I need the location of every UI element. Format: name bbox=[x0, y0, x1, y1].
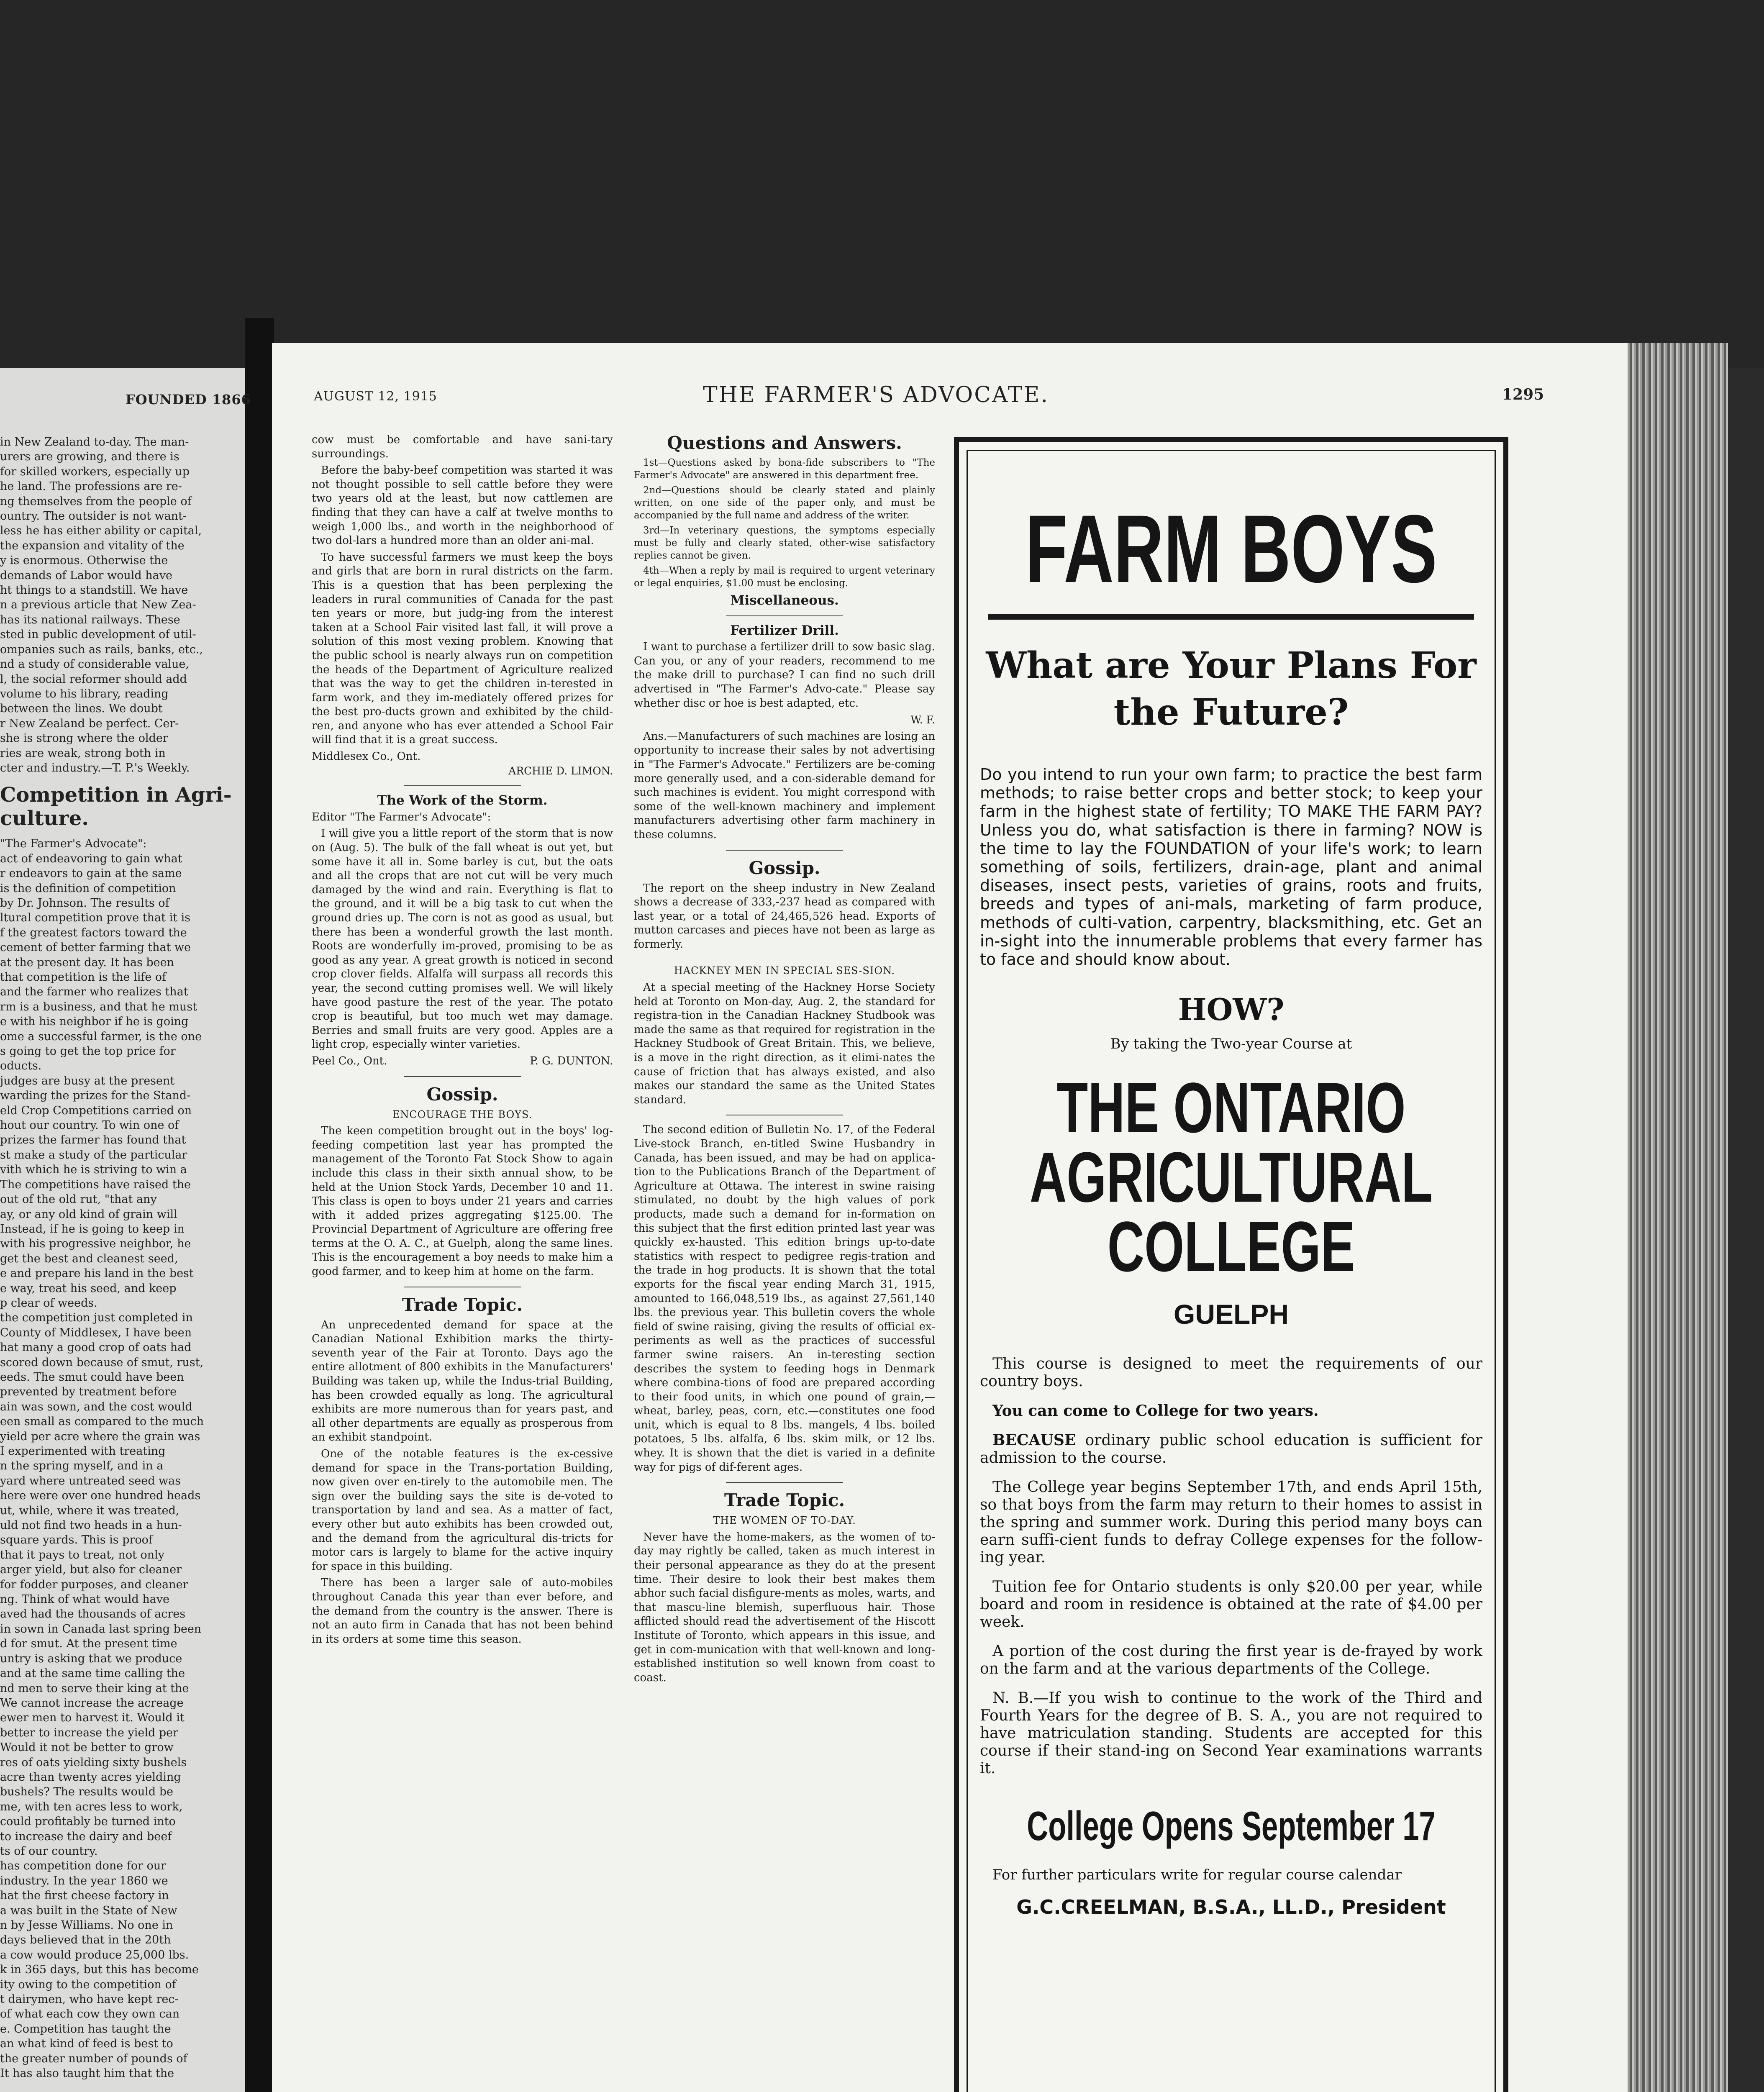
storm-place: Peel Co., Ont. bbox=[312, 1054, 387, 1067]
divider bbox=[404, 785, 521, 786]
left-page-line: f the greatest factors toward the bbox=[0, 926, 187, 939]
storm-byline bbox=[312, 1054, 613, 1069]
issue-date: AUGUST 12, 1915 bbox=[314, 389, 437, 404]
left-page-line: d for smut. At the present time bbox=[0, 1637, 177, 1651]
left-page-line: urers are growing, and there is bbox=[0, 450, 179, 464]
ad-president: G.C.CREELMAN, B.S.A., LL.D., President bbox=[1016, 1896, 1446, 1919]
article-paragraph: To have successful farmers we must keep the boys and girls that are born in rural districts on the farm. This is a question that has been perplexing the leaders in rural communities of Canada for the past ten years or more, but judg-ing from the interest taken at a School Fair visited last fall, it will prove a solution of this most vexing problem. Knowing that the public school is nearly always run on competition the heads of the Department of Agriculture realized that was the way to get the children in-terested in farm work, and they im-mediately offered prizes for the best pro-ducts grown and exhibited by the child-ren, and anyone who has ever attended a School Fair will find that it is a great success. bbox=[312, 551, 613, 746]
ad-nb: N. B.—If you wish to continue to the work of the Third and Fourth Years for the degree of B. S. A., you are not required to have matriculation standing. Students are accepted for this course if their stand-ing on Second Year examinations warrants it. bbox=[980, 1689, 1482, 1777]
left-page-line: cement of better farming that we bbox=[0, 941, 191, 954]
left-page-line: e way, treat his seed, and keep bbox=[0, 1282, 177, 1295]
left-page-line: for fodder purposes, and cleaner bbox=[0, 1578, 188, 1591]
left-page-line: r endeavors to gain at the same bbox=[0, 867, 182, 880]
left-page-line: by Dr. Johnson. The results of bbox=[0, 896, 169, 910]
qa-rule: 1st—Questions asked by bona-fide subscribers to "The Farmer's Advocate" are answered in this department free. bbox=[634, 457, 935, 481]
left-page-line: industry. In the year 1860 we bbox=[0, 1874, 168, 1887]
left-page-line: scored down because of smut, rust, bbox=[0, 1356, 204, 1369]
left-page-line: I experimented with treating bbox=[0, 1445, 166, 1458]
left-page-line: County of Middlesex, I have been bbox=[0, 1326, 192, 1339]
left-page-line: ht things to a standstill. We have bbox=[0, 584, 188, 597]
page-edges bbox=[1628, 343, 1728, 2092]
divider bbox=[726, 1482, 843, 1483]
left-page-line: demands of Labor would have bbox=[0, 569, 172, 582]
left-page-line: ain was sown, and the cost would bbox=[0, 1400, 192, 1413]
left-page-line: oducts. bbox=[0, 1059, 42, 1073]
left-page-line: get the best and cleanest seed, bbox=[0, 1252, 178, 1265]
left-page-line: to increase the dairy and beef bbox=[0, 1830, 172, 1843]
left-page-line: has competition done for our bbox=[0, 1859, 167, 1873]
left-page-line: could profitably be turned into bbox=[0, 1815, 176, 1828]
left-page-line: st make a study of the particular bbox=[0, 1148, 187, 1161]
ad-designed: This course is designed to meet the requirements of our country boys. bbox=[980, 1355, 1482, 1390]
ad-further: For further particulars write for regular course calendar bbox=[992, 1866, 1402, 1884]
ad-taking: By taking the Two-year Course at bbox=[1110, 1036, 1352, 1053]
ad-college-opens: College Opens September 17 bbox=[1027, 1803, 1436, 1849]
trade-topic-paragraph: One of the notable features is the ex-cessive demand for space in the Trans-portation Building, now given over en-tirely to the automobile men. The sign over the building says the site is de-voted to transportation by land and sea. As a matter of fact, every other but auto exhibits has been crowded out, and the demand from the agricultural dis-tricts for motor cars is largely to blame for the active inquiry for space in this building. bbox=[312, 1448, 613, 1573]
left-page-line: e with his neighbor if he is going bbox=[0, 1015, 189, 1028]
left-page-line: ries are weak, strong both in bbox=[0, 746, 166, 760]
ad-intro: Do you intend to run your own farm; to practice the best farm methods; to raise better crops and better stock; to keep your farm in the highest state of fertility; TO MAKE THE FARM PAY? Unless you do, what satisfaction is there in farming? NOW is the time to lay the FOUNDATION of your life's work; to learn something of soils, fertilizers, drain-age, plant and animal diseases, insect pests, varieties of grains, roots and fruits, breeds and types of ani-mals, marketing of farm produce, methods of culti-vation, carpentry, blacksmithing, etc. Get an in-sight into the innumerable problems that every farmer has to face and should know about. bbox=[980, 765, 1482, 969]
college-name-line-1: THE ONTARIO bbox=[1056, 1068, 1406, 1148]
drill-signature: W. F. bbox=[910, 714, 935, 726]
left-page-line: Would it not be better to grow bbox=[0, 1741, 174, 1754]
left-page-line: ountry. The outsider is not want- bbox=[0, 510, 187, 523]
divider bbox=[404, 1076, 521, 1077]
left-page-line: untry is asking that we produce bbox=[0, 1652, 182, 1665]
left-page-line: ity owing to the competition of bbox=[0, 1978, 176, 1991]
trade-topic-title: Trade Topic. bbox=[724, 1490, 845, 1511]
left-page-column bbox=[0, 435, 238, 2081]
left-page-line: ng. Think of what would have bbox=[0, 1593, 170, 1606]
left-page-line: a cow would produce 25,000 lbs. bbox=[0, 1948, 189, 1961]
left-page-line: ome a successful farmer, is the one bbox=[0, 1030, 202, 1043]
left-page-line: yard where untreated seed was bbox=[0, 1474, 181, 1487]
gossip-title: Gossip. bbox=[749, 857, 820, 878]
divider bbox=[726, 615, 843, 616]
left-page-line: has its national railways. These bbox=[0, 613, 180, 626]
left-page-line: square yards. This is proof bbox=[0, 1533, 153, 1547]
left-page-line: an what kind of feed is best to bbox=[0, 2037, 173, 2051]
article-signature: ARCHIE D. LIMON. bbox=[508, 764, 613, 777]
storm-signature: P. G. DUNTON. bbox=[530, 1054, 613, 1067]
left-page-line: eeds. The smut could have been bbox=[0, 1370, 184, 1384]
ad-question: What are Your Plans For the Future? bbox=[986, 644, 1477, 733]
left-page-line: hout our country. To win one of bbox=[0, 1119, 179, 1132]
left-page-line: with his progressive neighbor, he bbox=[0, 1237, 191, 1251]
left-page-line: cter and industry.—T. P.'s Weekly. bbox=[0, 761, 190, 774]
left-page-line: n a previous article that New Zea- bbox=[0, 598, 196, 612]
drill-title: Fertilizer Drill. bbox=[730, 623, 839, 638]
because-rest: ordinary public school education is sufficient for admission to the course. bbox=[980, 1432, 1482, 1467]
left-page-line: nd a study of considerable value, bbox=[0, 658, 189, 671]
left-page-line: judges are busy at the present bbox=[0, 1074, 175, 1087]
trade-topic-paragraph: An unprecedented demand for space at the Canadian National Exhibition marks the thirty-seventh year of the Fair at Toronto. Days ago the entire allotment of 800 exhibits in the Manufacturers' Building was taken up, while the Indus-trial Building, has been crowded equally as long. The agricultural exhibits are more numerous than for years past, and all other departments are equally as prosperous from an exhibit standpoint. bbox=[312, 1318, 613, 1444]
gossip-body: The report on the sheep industry in New Zealand shows a decrease of 333,-237 head as compared with last year, or a total of 24,465,526 head. Exports of mutton carcases and pieces have not been as large as formerly. bbox=[634, 882, 935, 951]
left-page-line: nd men to serve their king at the bbox=[0, 1682, 189, 1695]
left-page-line: Instead, if he is going to keep in bbox=[0, 1222, 185, 1236]
left-page-line: t dairymen, who have kept rec- bbox=[0, 1993, 179, 2006]
left-page-article-top bbox=[0, 435, 238, 775]
left-page-line: y is enormous. Otherwise the bbox=[0, 554, 168, 567]
left-page-line: ay, or any old kind of grain will bbox=[0, 1208, 177, 1221]
hackney-title: HACKNEY MEN IN SPECIAL SES-SION. bbox=[674, 965, 895, 977]
left-page-line: of what each cow they own can bbox=[0, 2007, 180, 2021]
ad-tuition: Tuition fee for Ontario students is only $20.00 per year, while board and room in residence is obtained at the rate of $4.00 per week. bbox=[980, 1578, 1482, 1631]
trade-topic-paragraph: There has been a larger sale of auto-mobiles throughout Canada this year than ever before, and the demand from the country is the answer. There is not an auto firm in Canada that has not been behind in its orders at some time this season. bbox=[312, 1577, 613, 1646]
left-page-line: prevented by treatment before bbox=[0, 1385, 177, 1399]
left-page-line: out of the old rut, "that any bbox=[0, 1193, 157, 1206]
left-page-line: at the present day. It has been bbox=[0, 956, 174, 969]
left-page-line: between the lines. We doubt bbox=[0, 702, 163, 715]
left-page-line: days believed that in the 20th bbox=[0, 1933, 171, 1947]
divider bbox=[726, 850, 843, 851]
column-2 bbox=[634, 433, 935, 1687]
ad-headline: FARM BOYS bbox=[1025, 495, 1437, 602]
left-page-line: ompanies such as rails, banks, etc., bbox=[0, 643, 203, 656]
left-page-line: the greater number of pounds of bbox=[0, 2052, 187, 2065]
college-name-line-3: COLLEGE bbox=[1107, 1207, 1355, 1287]
left-page-line: res of oats yielding sixty bushels bbox=[0, 1756, 187, 1769]
left-page-line: l, the social reformer should add bbox=[0, 672, 187, 686]
storm-body: I will give you a little report of the storm that is now on (Aug. 5). The bulk of the fall wheat is out yet, but some have it all in. Some barley is cut, but the oats and all the crops that are not cut will be very much damaged by the wind and rain. Everything is flat to the ground, and it will be a big task to cut when the ground dries up. The corn is not as good as usual, but there has been a wonderful growth the last month. Roots are wonderfully im-proved, promising to be as good as any year. A great growth is noticed in second crop clover fields. Alfalfa will surpass all records this year, the second cutting promises well. We will likely have good pasture the rest of the year. The potato crop is beautiful, but too much wet may damage. Berries and small fruits are very good. Apples are a light crop, especially winter varieties. bbox=[312, 827, 613, 1051]
misc-title: Miscellaneous. bbox=[730, 593, 839, 608]
left-page-line: hat the first cheese factory in bbox=[0, 1889, 169, 1902]
storm-title: The Work of the Storm. bbox=[377, 793, 548, 808]
left-page-line: yield per acre where the grain was bbox=[0, 1430, 200, 1443]
left-page-line: n by Jesse Williams. No one in bbox=[0, 1919, 173, 1932]
left-page-line: volume to his library, reading bbox=[0, 687, 169, 700]
left-page-line: eld Crop Competitions carried on bbox=[0, 1104, 192, 1117]
left-page-line: he land. The professions are re- bbox=[0, 480, 182, 493]
college-advertisement bbox=[954, 437, 1508, 2092]
college-name-line-2: AGRICULTURAL bbox=[1029, 1138, 1433, 1218]
ad-heavy-rule bbox=[988, 614, 1474, 620]
left-page-line: acre than twenty acres yielding bbox=[0, 1770, 181, 1784]
left-page-line: that competition is the life of bbox=[0, 971, 167, 984]
left-page-line: rm is a business, and that he must bbox=[0, 1000, 197, 1013]
ad-portion: A portion of the cost during the first year is de-frayed by work on the farm and at the various departments of the College. bbox=[980, 1643, 1482, 1678]
left-page-line: hat many a good crop of oats had bbox=[0, 1341, 192, 1354]
column-1 bbox=[312, 433, 613, 1649]
left-page-line: and at the same time calling the bbox=[0, 1667, 185, 1680]
trade-topic-body: Never have the home-makers, as the women of to-day may rightly be called, taken as much interest in their personal appearance as they do at the present time. Their desire to look their best makes them abhor such facial disfigure-ments as moles, warts, and that mascu-line blemish, superfluous hair. Those afflicted should read the advertisement of the Hiscott Institute of Toronto, which appears in this issue, and get in com-munication with that well-known and long-established institution so well known from coast to coast. bbox=[634, 1531, 935, 1684]
left-page-line: less he has either ability or capital, bbox=[0, 524, 202, 538]
left-page-header: FOUNDED 1866 bbox=[126, 392, 251, 408]
left-page-line: e and prepare his land in the best bbox=[0, 1267, 194, 1280]
left-page-line: een small as compared to the much bbox=[0, 1415, 204, 1428]
because-word: BECAUSE bbox=[992, 1431, 1076, 1449]
hackney-body: At a special meeting of the Hackney Horse Society held at Toronto on Mon-day, Aug. 2, the standard for registra-tion in the Canadian Hackney Studbook was made the same as that required for registration in the Hackney Studbook of Great Britain. This, we believe, is a move in the right direction, as it elimi-nates the cause of friction that has always existed, and also makes our standard the same as the United States standard. bbox=[634, 981, 935, 1106]
left-page-line: the expansion and vitality of the bbox=[0, 539, 185, 552]
left-page-line: p clear of weeds. bbox=[0, 1296, 97, 1310]
left-page-line: me, with ten acres less to work, bbox=[0, 1800, 183, 1813]
gossip-body: The keen competition brought out in the boys' log-feeding competition last year has prompted the management of the Toronto Fat Stock Show to again include this class in their sixth annual show, to be held at the Union Stock Yards, December 10 and 11. This class is open to boys under 21 years and carries with it added prizes aggregating $125.00. The Provincial Department of Agriculture are offering free terms at the O. A. C., at Guelph, along the same lines. This is the encouragement a boy needs to make him a good farmer, and to keep him at home on the farm. bbox=[312, 1125, 613, 1278]
left-page-line: warding the prizes for the Stand- bbox=[0, 1089, 191, 1102]
left-page-line: e. Competition has taught the bbox=[0, 2022, 171, 2036]
qa-rule: 2nd—Questions should be clearly stated and plainly written, on one side of the paper only, and must be accompanied by the full name and address of the writer. bbox=[634, 485, 935, 521]
book-gutter bbox=[245, 318, 274, 2092]
ad-how: HOW? bbox=[1178, 992, 1285, 1028]
article-place: Middlesex Co., Ont. bbox=[312, 750, 421, 763]
left-page-line: arger yield, but also for cleaner bbox=[0, 1563, 182, 1577]
left-page-line: that it pays to treat, not only bbox=[0, 1548, 165, 1561]
left-page-line: It has also taught him that the bbox=[0, 2067, 174, 2080]
qa-rules bbox=[634, 456, 935, 590]
drill-answer: Ans.—Manufacturers of such machines are losing an opportunity to increase their sales by not advertising in "The Farmer's Advocate." Fertilizers are be-coming more generally used, and a con-siderable demand for such machines is evident. You might correspond with some of the well-known machinery and implement manufacturers advertising other farm machinery in these columns. bbox=[634, 730, 935, 841]
left-page-line: prizes the farmer has found that bbox=[0, 1133, 186, 1147]
left-page-line: n the spring myself, and in a bbox=[0, 1459, 164, 1473]
article-paragraph: cow must be comfortable and have sani-tary surroundings. bbox=[312, 433, 613, 460]
gossip-title: Gossip. bbox=[426, 1084, 498, 1105]
left-page-line: ut, while, where it was treated, bbox=[0, 1504, 179, 1517]
trade-topic-subtitle: THE WOMEN OF TO-DAY. bbox=[713, 1515, 856, 1527]
left-page-line: a was built in the State of New bbox=[0, 1904, 177, 1917]
left-page-line: sted in public development of util- bbox=[0, 628, 196, 641]
bulletin-body: The second edition of Bulletin No. 17, of the Federal Live-stock Branch, en-titled Swine Husbandry in Canada, has been issued, and may be had on applica-tion to the Publications Branch of the Department of Agriculture at Ottawa. The interest in swine raising stimulated, no doubt by the high values of pork products, made such a demand for in-formation on this subject that the first edition printed last year was quickly ex-hausted. This edition brings up-to-date statistics with respect to pedigree regis-tration and the trade in hog products. It is shown that the total exports for the fiscal year ending March 31, 1915, amounted to 166,048,519 lbs., as against 27,561,140 lbs. the previous year. This bulletin covers the whole field of swine raising, giving the results of official ex-periments as well as the practices of successful farmer swine raisers. An in-teresting section describes the system to feeding hogs in Denmark where combina-tions of food are prepared according to their food units, in which one pound of grain,—wheat, barley, peas, corn, etc.—constitutes one food unit, which is equal to 8 lbs. mangels, 4 lbs. boiled potatoes, 5 lbs. alfalfa, 6 lbs. skim milk, or 12 lbs. whey. It is shown that the diet is varied in a definite way for pigs of dif-ferent ages. bbox=[634, 1123, 935, 1474]
left-page-line: here were over one hundred heads bbox=[0, 1489, 201, 1502]
left-page-line: The competitions have raised the bbox=[0, 1178, 191, 1191]
left-page-line: s going to get the top price for bbox=[0, 1045, 176, 1058]
storm-salutation: Editor "The Farmer's Advocate": bbox=[312, 810, 491, 823]
left-page-line: in New Zealand to-day. The man- bbox=[0, 436, 189, 449]
ad-college-year: The College year begins September 17th, and ends April 15th, so that boys from the farm may return to their homes to assist in the spring and summer work. During this period many boys can earn suffi-cient funds to defray College expenses for the follow-ing year. bbox=[980, 1479, 1482, 1566]
left-page-line: and the farmer who realizes that bbox=[0, 985, 188, 999]
left-page-line: ts of our country. bbox=[0, 1844, 98, 1858]
qa-title: Questions and Answers. bbox=[667, 433, 902, 453]
page-header bbox=[314, 377, 1569, 406]
left-page-line: k in 365 days, but this has become bbox=[0, 1963, 199, 1977]
ad-two-years: You can come to College for two years. bbox=[992, 1402, 1319, 1420]
left-page-article-bottom bbox=[0, 837, 238, 2080]
left-page-line: "The Farmer's Advocate": bbox=[0, 837, 147, 851]
left-page-line: in sown in Canada last spring been bbox=[0, 1622, 202, 1636]
article-paragraph: Before the baby-beef competition was started it was not thought possible to sell cattle before they were two years old at the least, but now cattlemen are finding that they can have a calf at twelve months to weigh 1,000 lbs., and worth in the neighborhood of two dol-lars a hundred more than an older ani-mal. bbox=[312, 464, 613, 547]
left-page-line: bushels? The results would be bbox=[0, 1785, 173, 1799]
left-page-line: ltural competition prove that it is bbox=[0, 911, 191, 925]
left-page-line: the competition just completed in bbox=[0, 1311, 193, 1325]
left-page-line: r New Zealand be perfect. Cer- bbox=[0, 717, 179, 730]
left-page-line: she is strong where the older bbox=[0, 732, 168, 745]
publication-title: THE FARMER'S ADVOCATE. bbox=[703, 382, 1049, 408]
qa-rule: 4th—When a reply by mail is required to urgent veterinary or legal enquiries, $1.00 must be enclosing. bbox=[634, 565, 935, 589]
trade-topic-title: Trade Topic. bbox=[402, 1294, 523, 1315]
drill-question: I want to purchase a fertilizer drill to sow basic slag. Can you, or any of your readers, recommend to me the make drill to purchase? I can find no such drill advertised in "The Farmer's Advo-cate." Please say whether disc or hoe is best adapted, etc. bbox=[634, 641, 935, 710]
left-page-line: We cannot increase the acreage bbox=[0, 1696, 184, 1710]
ad-because bbox=[980, 1431, 1482, 1467]
left-page-line: vith which he is striving to win a bbox=[0, 1163, 187, 1177]
qa-rule: 3rd—In veterinary questions, the symptoms especially must be fully and clearly stated, other-wise satisfactory replies cannot be given. bbox=[634, 525, 935, 561]
left-page-line: ewer men to harvest it. Would it bbox=[0, 1711, 185, 1725]
college-location: GUELPH bbox=[1173, 1299, 1289, 1330]
left-page-line: aved had the thousands of acres bbox=[0, 1607, 186, 1621]
left-page-line: uld not find two heads in a hun- bbox=[0, 1519, 182, 1532]
left-page-line: act of endeavoring to gain what bbox=[0, 852, 182, 865]
gossip-subtitle: ENCOURAGE THE BOYS. bbox=[392, 1108, 533, 1120]
left-page-section-title: Competition in Agri-culture. bbox=[0, 783, 232, 831]
left-page-line: for skilled workers, especially up bbox=[0, 465, 190, 478]
left-page-line: ng themselves from the people of bbox=[0, 495, 192, 508]
left-page-line: is the definition of competition bbox=[0, 882, 176, 895]
page-number: 1295 bbox=[1502, 386, 1544, 403]
left-page-line: better to increase the yield per bbox=[0, 1726, 179, 1739]
